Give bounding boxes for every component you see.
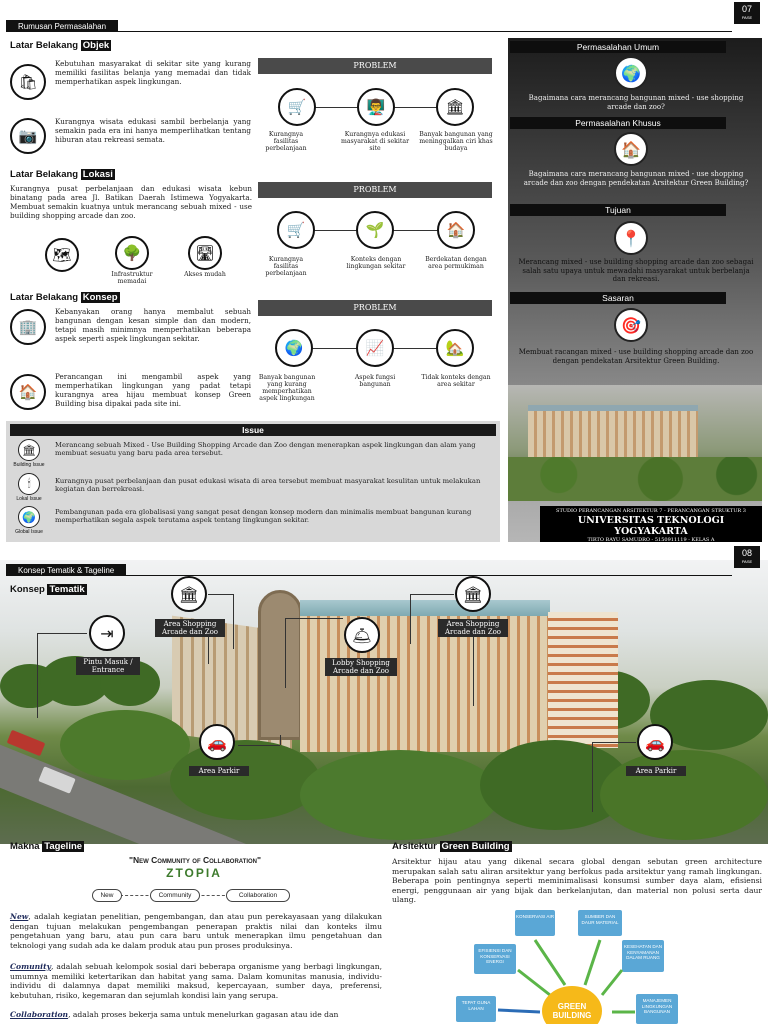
access-label: Akses mudah	[184, 271, 226, 278]
parking-label-2: Area Parkir	[626, 766, 686, 776]
sasaran-text: Membuat racangan mixed - use building shopping arcade dan zoo dengan pendekatan Arsitektur Green Building.	[518, 348, 754, 365]
problem1-item1: Kurangnya fasilitas perbelanjaan	[265, 131, 307, 152]
parking-label-1: Area Parkir	[189, 766, 249, 776]
plant-hand-icon: 🌱	[356, 211, 394, 249]
problem-bar-3: PROBLEM	[258, 300, 492, 316]
lokasi-paragraph: Kurangnya pusat perbelanjaan dan edukasi wisata kebun binatang pada area Jl. Batikan Daerah Istimewa Yogyakarta. Membuat semakin kuatnya untuk merancang sebuah mixed - use building shopping arcade dan zoo.	[10, 184, 252, 220]
diagram-manajemen: MANAJEMEN LINGKUNGAN BANGUNAN	[636, 994, 678, 1024]
globe-icon: 🌍	[614, 56, 648, 90]
pill-collaboration: Collaboration	[226, 889, 290, 902]
green-building-heading: Arsitektur Green Building	[392, 841, 510, 852]
problem1-item2: Kurangnya edukasi masyarakat di sekitar site	[340, 131, 410, 152]
pill-new: New	[92, 889, 122, 902]
page08-number: 08 PASE	[734, 546, 760, 568]
diagram-tepat-guna: TEPAT GUNA LAHAN	[456, 996, 496, 1022]
building-issue-text: Merancang sebuah Mixed - Use Building Shopping Arcade dan Zoo dengan menerapkan aspek lingkungan dan alam yang membuat sesuatu yang baru pada area tersebut.	[55, 441, 476, 457]
page08-header	[0, 560, 768, 578]
problem2-item1: Kurangnya fasilitas perbelanjaan	[265, 256, 307, 277]
parking-icon-1: 🚗	[199, 724, 235, 760]
issue-title: Issue	[10, 424, 496, 436]
lobby-label: Lobby Shopping Arcade dan Zoo	[325, 658, 397, 676]
tujuan-text: Merancang mixed - use building shopping arcade dan zoo sebagai salah satu upaya untuk mewadahi masyarakat untuk berbelanja dan rekreasi.	[518, 258, 754, 283]
khusus-text: Bagaimana cara merancang bangunan mixed - use shopping arcade dan zoo dengan pendekatan Arsitektur Green Building?	[523, 170, 749, 187]
konsep-tematik-heading: Konsep Tematik	[10, 584, 85, 595]
shopping-arcade-icon-2: 🏛	[455, 576, 491, 612]
local-issue-text: Kurangnya pusat perbelanjaan dan pusat edukasi wisata di area tersebut membuat masyarakat kesulitan untuk melakukan kegiatan dan berrekreasi.	[55, 477, 481, 493]
konsep-paragraph-2: Perancangan ini mengambil aspek yang memperhatikan lingkungan yang padat tetapi kurangnya area hijau membuat konsep Green Building bisa dipakai pada site ini.	[55, 372, 251, 408]
lobby-icon: 🛎	[344, 617, 380, 653]
diagram-kesehatan: KESEHATAN DAN KENYAMANAN DALAM RUANG	[622, 940, 664, 972]
problem3-item2: Aspek fungsi bangunan	[354, 374, 396, 388]
building-render-small	[508, 385, 762, 501]
shopper-icon: 🛍	[10, 64, 46, 100]
community-definition: Comunity, adalah sebuah kelompok sosial dari beberapa organisme yang berbagi lingkungan, umumnya memiliki ketertarikan dan habitat yang sama. Dalam komunitas manusia, individu-individu di dalamnya dapat memiliki maksud, kepercayaan, sumber daya, preferensi, kebutuhan, risiko, kegemaran dan sejumlah kondisi lain yang serupa.	[10, 962, 382, 1000]
teacher-icon: 👨‍🏫	[357, 88, 395, 126]
new-definition: New, adalah kegiatan penelitian, pengembangan, dan atau pun perekayasaan yang dilakukan dengan tujuan melakukan pengembangan penerapan praktis nilai dan konteks ilmu pengetahuan yang baru, atau pun cara baru untuk menerapkan ilmu pengetahuan dan teknologi yang sudah ada ke dalam produk atau pun proses produksinya.	[10, 912, 382, 950]
diagram-center-green-building: GREEN BUILDING	[542, 986, 602, 1024]
slogan: "New Community of Collaboration"	[128, 855, 262, 865]
title-block: STUDIO PERANCANGAN ARSITEKTUR 7 - PERANCANGAN STRUKTUR 3 UNIVERSITAS TEKNOLOGI YOGYAKARTA TIRTO BAYU SAMUDRO - 5150911119 - KELAS A	[540, 506, 762, 542]
house-icon: 🏠	[437, 211, 475, 249]
makna-heading: Makna Tageline	[10, 841, 83, 852]
globe-hands-icon: 🌍	[275, 329, 313, 367]
heritage-building-icon: 🏛	[436, 88, 474, 126]
khusus-title: Permasalahan Khusus	[510, 117, 726, 129]
local-issue-icon: 🕯	[18, 473, 40, 495]
diagram-konservasi-air: KONSERVASI AIR	[515, 910, 555, 936]
green-building-text: Arsitektur hijau atau yang dikenal secara global dengan sebutan green architecture merupakan salah satu aliran arsitektur yang berfokus pada arsitektur yang ramah lingkungan. Beberapa poin pentingnya seperti meminimalisasi konsumsi sumber daya alam, efisiensi energi, penggunaan air yang bijak dan berkelanjutan, dan material non polusi serta daur ulang.	[392, 857, 762, 905]
konsep-paragraph-1: Kebanyakan orang hanya membalut sebuah bangunan dengan kesan simple dan dan modern, tetapi masih minimnya memperhatikan beberapa aspek seperti aspek lingkungan sekitar.	[55, 307, 251, 343]
problem1-item3: Banyak bangunan yang meninggalkan ciri khas budaya	[419, 131, 493, 152]
building-render	[0, 560, 768, 844]
target-icon: 🎯	[614, 308, 648, 342]
global-issue-icon: 🌍	[18, 506, 40, 528]
problem2-item2: Konteks dengan lingkungan sekitar	[346, 256, 406, 270]
page07-number: 07 PASE	[734, 2, 760, 24]
entrance-label: Pintu Masuk / Entrance	[76, 657, 140, 675]
umum-title: Permasalahan Umum	[510, 41, 726, 53]
collaboration-definition: Collaboration, adalah proses bekerja sama untuk menelurkan gagasan atau ide dan	[10, 1010, 339, 1019]
problem3-item3: Tidak konteks dengan area sekitar	[421, 374, 491, 388]
home-heart-icon: 🏠	[614, 132, 648, 166]
growth-chart-icon: 📈	[356, 329, 394, 367]
infrastructure-label: Infrastruktur memadai	[111, 271, 153, 285]
diagram-efisiensi-energi: EFISIENSI DAN KONSERVASI ENERGI	[474, 944, 516, 974]
problem-bar-1: PROBLEM	[258, 58, 492, 74]
shopping-arcade-label-1: Area Shopping Arcade dan Zoo	[155, 619, 225, 637]
problem3-item1: Banyak bangunan yang kurang memperhatikan aspek lingkungan	[258, 374, 316, 402]
map-icon: 🗺	[45, 238, 79, 272]
infrastructure-icon: 🌳	[115, 236, 149, 270]
pill-community: Community	[150, 889, 200, 902]
entrance-icon: ⇥	[89, 615, 125, 651]
konsep-heading: Latar Belakang Konsep	[10, 292, 118, 303]
parking-icon-2: 🚗	[637, 724, 673, 760]
building-icon: 🏢	[10, 309, 46, 345]
shopping-arcade-icon-1: 🏛	[171, 576, 207, 612]
objek-paragraph-2: Kurangnya wisata edukasi sambil berbelanja yang semakin pada era ini hanya memperlihatkan tentang hiburan atau rekreasi semata.	[55, 117, 251, 144]
sasaran-title: Sasaran	[510, 292, 726, 304]
shopping-cart-icon-2: 🛒	[277, 211, 315, 249]
page08-header-title: Konsep Tematik & Tageline	[6, 564, 126, 576]
diagram-sumber-material: SUMBER DAN DAUR MATERIAL	[578, 910, 622, 936]
lokasi-heading: Latar Belakang Lokasi	[10, 169, 113, 180]
zootopia-logo: ZTOPIA	[166, 866, 222, 880]
building-issue-icon: 🏛	[18, 439, 40, 461]
page07-header	[0, 16, 768, 34]
tujuan-title: Tujuan	[510, 204, 726, 216]
page07-header-title: Rumusan Permasalahan	[6, 20, 118, 32]
global-issue-text: Pembangunan pada era globalisasi yang sangat pesat dengan konsep modern dan minimalis membuat bangunan kurang memperhatikan segala aspek terutama aspek tentang lingkungan sekitar.	[55, 508, 472, 524]
problem-bar-2: PROBLEM	[258, 182, 492, 198]
shopping-arcade-label-2: Area Shopping Arcade dan Zoo	[438, 619, 508, 637]
eco-house-icon: 🏡	[436, 329, 474, 367]
education-icon: 📷	[10, 118, 46, 154]
green-house-icon: 🏠	[10, 374, 46, 410]
objek-paragraph-1: Kebutuhan masyarakat di sekitar site yang kurang memiliki fasilitas belanja yang memadai dan tidak memperhatikan aspek lingkungan.	[55, 59, 251, 86]
road-icon: 🛣	[188, 236, 222, 270]
location-pin-icon: 📍	[614, 221, 648, 255]
problem2-item3: Berdekatan dengan area permukiman	[425, 256, 487, 270]
shopping-cart-icon: 🛒	[278, 88, 316, 126]
umum-text: Bagaimana cara merancang bangunan mixed - use shopping arcade dan zoo?	[528, 94, 744, 111]
objek-heading: Latar Belakang Objek	[10, 40, 110, 51]
